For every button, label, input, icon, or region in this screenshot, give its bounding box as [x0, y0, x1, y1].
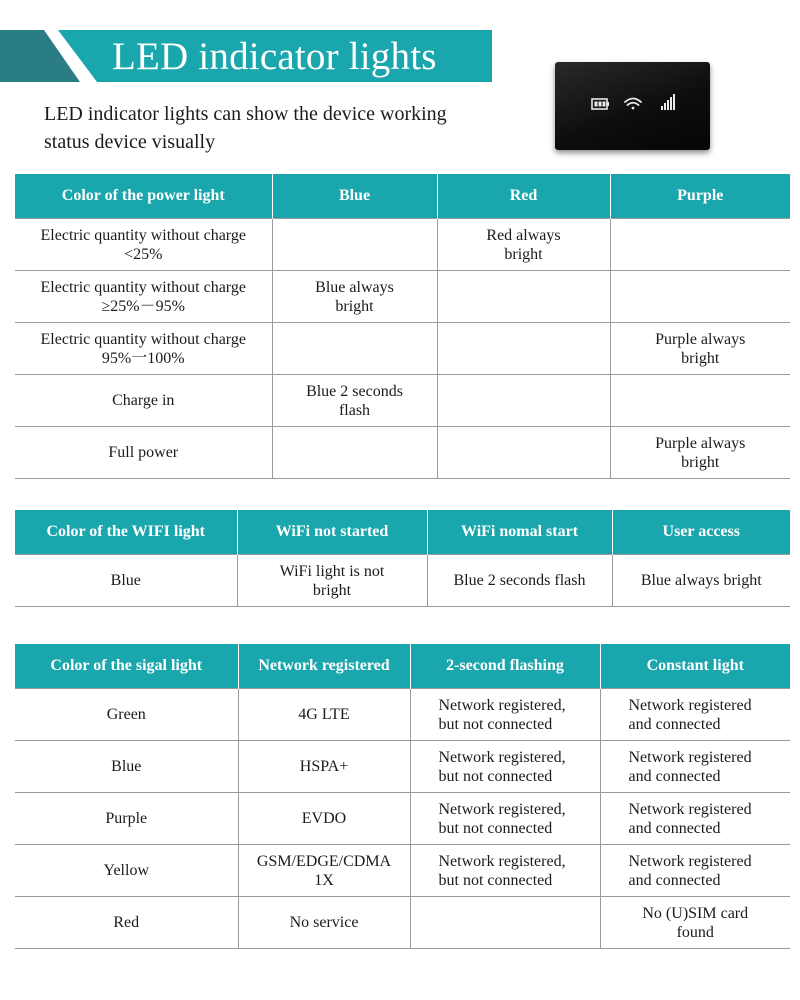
column-header: Color of the power light: [15, 174, 272, 219]
wifi-icon: [625, 99, 641, 110]
column-header: WiFi nomal start: [427, 510, 612, 555]
table-cell: Electric quantity without charge 95%一100%: [15, 323, 272, 375]
table-cell: WiFi light is not bright: [237, 555, 427, 607]
table-cell: Blue 2 seconds flash: [272, 375, 437, 427]
column-header: Color of the sigal light: [15, 644, 238, 689]
table-row: [15, 793, 790, 845]
table-cell: Blue always bright: [612, 555, 790, 607]
table-cell: Network registered and connected: [600, 845, 790, 897]
table-cell: Purple: [15, 793, 238, 845]
table-cell: Network registered and connected: [600, 793, 790, 845]
table-cell: [272, 323, 437, 375]
table-cell: Blue: [15, 555, 237, 607]
table-cell: [437, 323, 610, 375]
table-header-row: [15, 174, 790, 219]
table-cell: Red: [15, 897, 238, 949]
table-row: [15, 689, 790, 741]
signal-light-table: [15, 644, 790, 949]
table-row: [15, 427, 790, 479]
signal-bars-icon: [661, 94, 675, 110]
table-cell: HSPA+: [238, 741, 410, 793]
column-header: Purple: [610, 174, 790, 219]
column-header: Red: [437, 174, 610, 219]
table-row: [15, 845, 790, 897]
column-header: Constant light: [600, 644, 790, 689]
table-cell: Electric quantity without charge <25%: [15, 219, 272, 271]
table-cell: Yellow: [15, 845, 238, 897]
table-cell: [437, 271, 610, 323]
column-header: Blue: [272, 174, 437, 219]
table-cell: Blue always bright: [272, 271, 437, 323]
table-cell: GSM/EDGE/CDMA 1X: [238, 845, 410, 897]
column-header: WiFi not started: [237, 510, 427, 555]
table-cell: Network registered, but not connected: [410, 845, 600, 897]
table-cell: [610, 375, 790, 427]
table-cell: No (U)SIM card found: [600, 897, 790, 949]
device-image: [555, 62, 710, 150]
table-header-row: [15, 644, 790, 689]
device-status-icons: [555, 62, 710, 150]
table-cell: [410, 897, 600, 949]
page-title: LED indicator lights: [112, 35, 437, 78]
table-cell: Network registered and connected: [600, 741, 790, 793]
table-cell: Network registered and connected: [600, 689, 790, 741]
table-row: [15, 897, 790, 949]
table-cell: 4G LTE: [238, 689, 410, 741]
table-cell: Red always bright: [437, 219, 610, 271]
table-cell: Purple always bright: [610, 427, 790, 479]
intro-line-2: status device visually: [44, 131, 216, 153]
table-cell: Purple always bright: [610, 323, 790, 375]
column-header: Network registered: [238, 644, 410, 689]
title-banner: [0, 30, 492, 82]
table-cell: Electric quantity without charge ≥25%－95%: [15, 271, 272, 323]
table-row: [15, 323, 790, 375]
table-cell: Network registered, but not connected: [410, 741, 600, 793]
table-row: [15, 741, 790, 793]
table-row: [15, 375, 790, 427]
intro-text: [44, 100, 514, 156]
table-cell: EVDO: [238, 793, 410, 845]
table-cell: Network registered, but not connected: [410, 793, 600, 845]
table-cell: [272, 219, 437, 271]
table-cell: No service: [238, 897, 410, 949]
power-light-table: [15, 174, 790, 479]
table-cell: Blue: [15, 741, 238, 793]
table-cell: [437, 427, 610, 479]
table-cell: Green: [15, 689, 238, 741]
battery-icon: [592, 99, 609, 109]
table-cell: [610, 219, 790, 271]
table-cell: [610, 271, 790, 323]
table-row: [15, 555, 790, 607]
table-cell: Network registered, but not connected: [410, 689, 600, 741]
table-cell: Blue 2 seconds flash: [427, 555, 612, 607]
table-header-row: [15, 510, 790, 555]
table-row: [15, 219, 790, 271]
column-header: User access: [612, 510, 790, 555]
wifi-light-table: [15, 510, 790, 607]
intro-line-1: LED indicator lights can show the device working: [44, 103, 447, 125]
table-cell: Charge in: [15, 375, 272, 427]
column-header: Color of the WIFI light: [15, 510, 237, 555]
table-cell: [437, 375, 610, 427]
column-header: 2-second flashing: [410, 644, 600, 689]
table-cell: [272, 427, 437, 479]
table-cell: Full power: [15, 427, 272, 479]
table-row: [15, 271, 790, 323]
